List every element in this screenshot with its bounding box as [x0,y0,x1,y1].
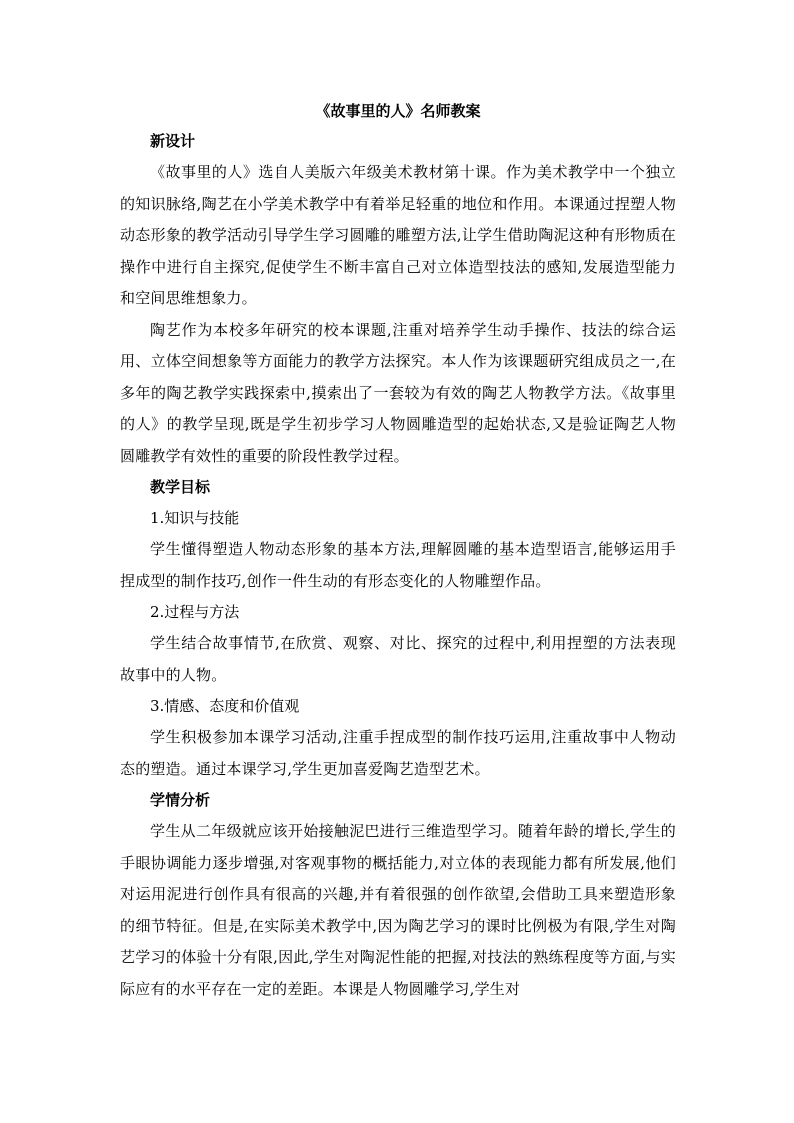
goal-label-process: 2.过程与方法 [150,603,240,621]
goal-label-knowledge: 1.知识与技能 [150,509,240,527]
goal-text-knowledge: 学生懂得塑造人物动态形象的基本方法,理解圆雕的基本造型语言,能够运用手捏成型的制作技巧,创作一件生动的有形态变化的人物雕塑作品。 [120,540,676,590]
design-paragraph-1: 《故事里的人》选自人美版六年级美术教材第十课。作为美术教学中一个独立的知识脉络,陶艺在小学美术教学中有着举足轻重的地位和作用。本课通过捏塑人物动态形象的教学活动引导学生学习圆雕的雕塑方法,让学生借助陶泥这种有形物质在操作中进行自主探究,促使学生不断丰富自己对立体造型技法的感知,发展造型能力和空间思维想象力。 [120,163,676,307]
section-heading-design: 新设计 [150,132,196,150]
document-title: 《故事里的人》名师教案 [315,102,481,120]
analysis-paragraph-1: 学生从二年级就应该开始接触泥巴进行三维造型学习。随着年龄的增长,学生的手眼协调能力逐步增强,对客观事物的概括能力,对立体的表现能力都有所发展,他们对运用泥进行创作具有很高的兴趣,并有着很强的创作欲望,会借助工具来塑造形象的细节特征。但是,在实际美术教学中,因为陶艺学习的课时比例极为有限,学生对陶艺学习的体验十分有限,因此,学生对陶泥性能的把握,对技法的熟练程度等方面,与实际应有的水平存在一定的差距。本课是人物圆雕学习,学生对 [120,822,676,998]
document-page [120,96,676,1005]
goal-text-emotion: 学生积极参加本课学习活动,注重手捏成型的制作技巧运用,注重故事中人物动态的塑造。通过本课学习,学生更加喜爱陶艺造型艺术。 [120,728,676,778]
section-heading-analysis: 学情分析 [150,791,211,809]
goal-text-process: 学生结合故事情节,在欣赏、观察、对比、探究的过程中,利用捏塑的方法表现故事中的人物。 [120,634,676,684]
design-paragraph-2: 陶艺作为本校多年研究的校本课题,注重对培养学生动手操作、技法的综合运用、立体空间想象等方面能力的教学方法探究。本人作为该课题研究组成员之一,在多年的陶艺教学实践探索中,摸索出了一套较为有效的陶艺人物教学方法。《故事里的人》的教学呈现,既是学生初步学习人物圆雕造型的起始状态,又是验证陶艺人物圆雕教学有效性的重要的阶段性教学过程。 [120,320,676,465]
section-heading-goals: 教学目标 [150,478,211,496]
goal-label-emotion: 3.情感、态度和价值观 [150,697,300,715]
